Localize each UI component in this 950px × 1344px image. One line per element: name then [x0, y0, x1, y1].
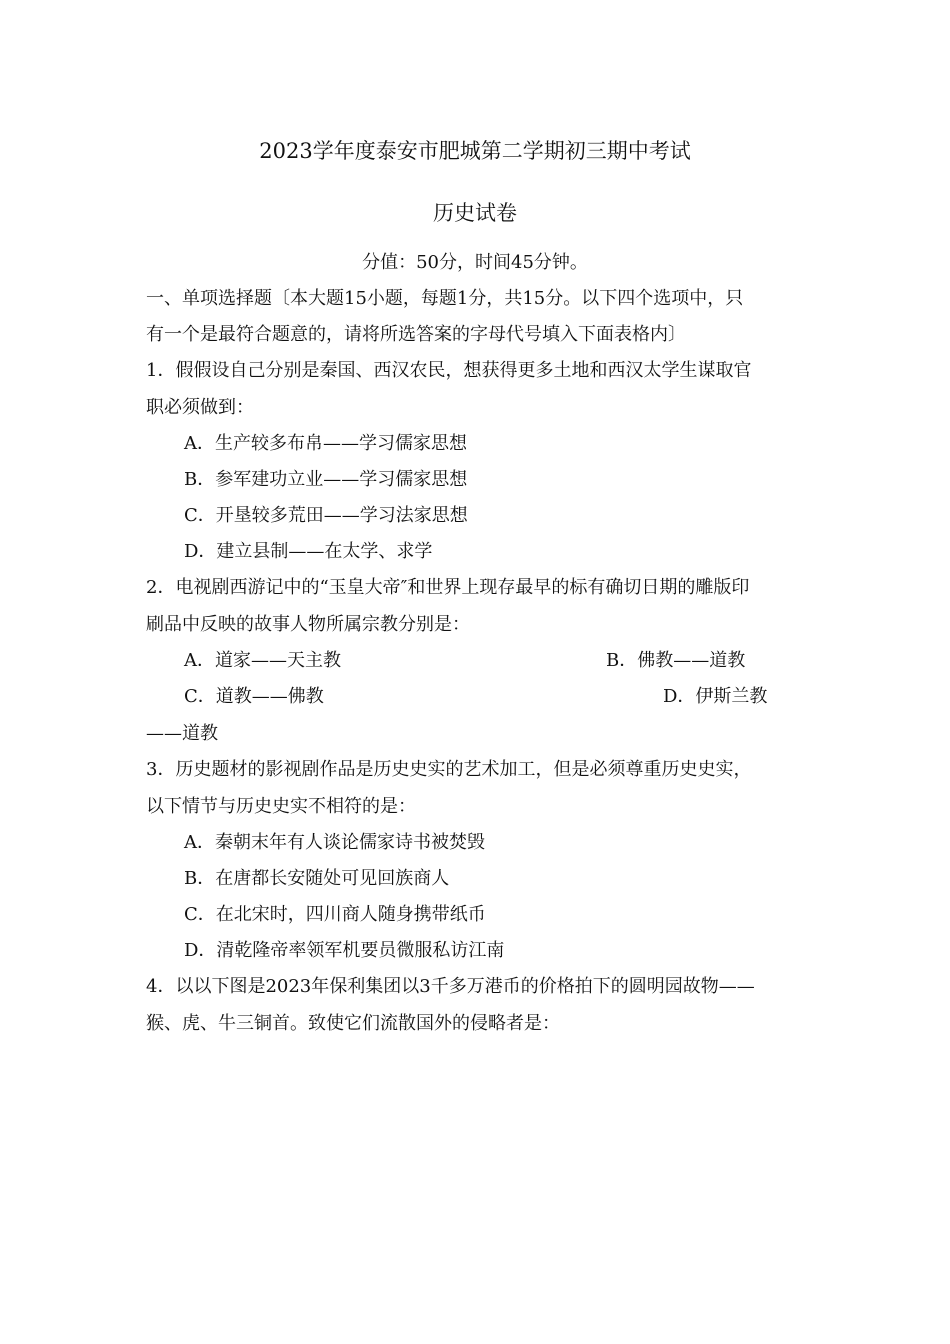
q2-option-b: B．佛教——道教 — [606, 650, 746, 671]
q2-option-a: A．道家——天主教 — [184, 650, 341, 671]
q1-option-a: A．生产较多布帛——学习儒家思想 — [184, 433, 467, 454]
section1-line-2: 有一个是最符合题意的，请将所选答案的字母代号填入下面表格内〕 — [146, 324, 686, 345]
q2-stem-2: 刷品中反映的故事人物所属宗教分别是： — [146, 614, 470, 635]
exam-title: 2023学年度泰安市肥城第二学期初三期中考试 — [259, 139, 691, 163]
q1-option-d: D．建立县制——在太学、求学 — [184, 541, 433, 562]
q2-stem-1: 2．电视剧西游记中的“玉皇大帝″和世界上现存最早的标有确切日期的雕版印 — [146, 577, 750, 598]
exam-subtitle: 历史试卷 — [433, 201, 517, 225]
q1-stem-2: 职必须做到： — [146, 397, 254, 418]
q2-option-c: C．道教——佛教 — [184, 686, 324, 707]
q3-option-b: B．在唐都长安随处可见回族商人 — [184, 868, 450, 889]
q3-stem-2: 以下情节与历史史实不相符的是： — [146, 796, 416, 817]
q2-option-d: D．伊斯兰教 — [663, 686, 768, 707]
q2-option-d-continued: ——道教 — [146, 723, 218, 744]
q1-option-c: C．开垦较多荒田——学习法家思想 — [184, 505, 468, 526]
q3-stem-1: 3．历史题材的影视剧作品是历史史实的艺术加工，但是必须尊重历史史实， — [146, 759, 752, 780]
q3-option-c: C．在北宋时，四川商人随身携带纸币 — [184, 904, 486, 925]
score-info: 分值：50分，时间45分钟。 — [362, 252, 588, 273]
q1-option-b: B．参军建功立业——学习儒家思想 — [184, 469, 468, 490]
q4-stem-1: 4．以以下图是2023年保利集团以3千多万港币的价格拍下的圆明园故物—— — [146, 976, 755, 997]
q3-option-a: A．秦朝末年有人谈论儒家诗书被焚毁 — [184, 832, 485, 853]
q1-stem-1: 1．假假设自己分别是秦国、西汉农民，想获得更多土地和西汉太学生谋取官 — [146, 360, 752, 381]
section1-line-1: 一、单项选择题〔本大题15小题，每题1分，共15分。以下四个选项中，只 — [146, 288, 744, 309]
q3-option-d: D．清乾隆帝率领军机要员微服私访江南 — [184, 940, 505, 961]
q4-stem-2: 猴、虎、牛三铜首。致使它们流散国外的侵略者是： — [146, 1013, 560, 1034]
